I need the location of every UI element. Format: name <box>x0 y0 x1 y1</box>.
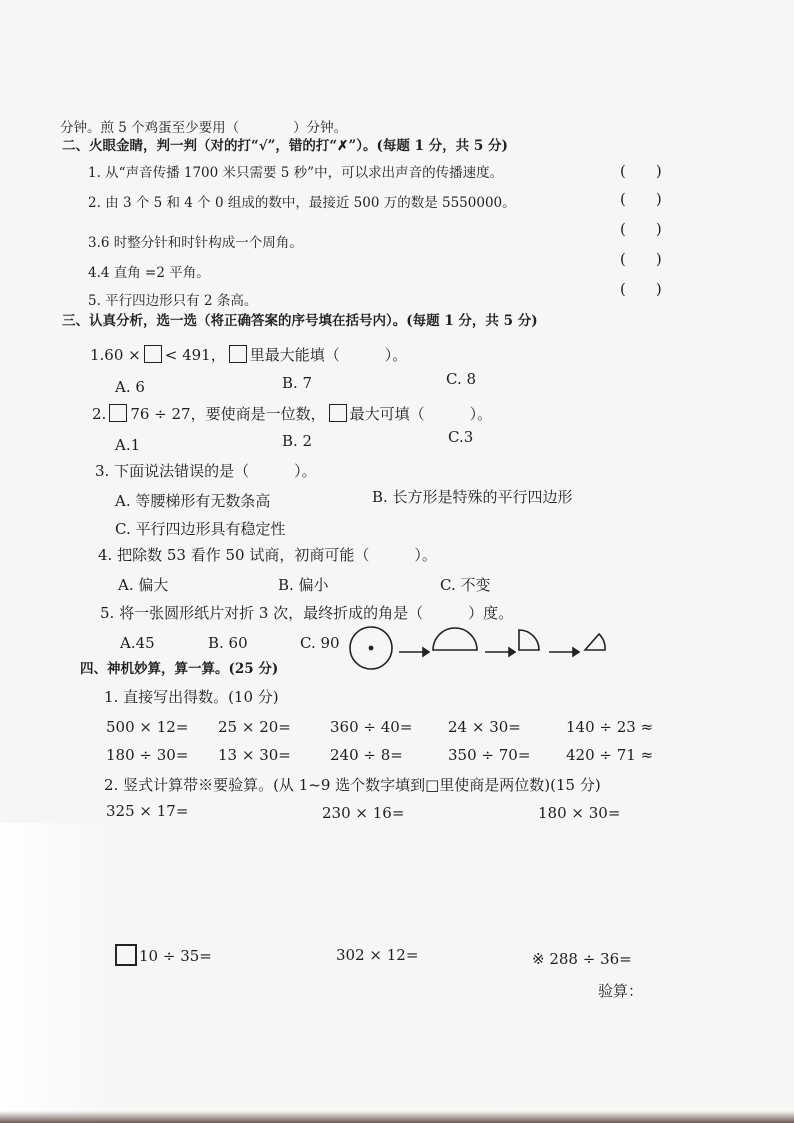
vertical-calc-4 <box>115 944 212 966</box>
paper-folding-diagram <box>345 622 615 674</box>
quarter-circle-fold-icon <box>519 630 539 650</box>
q3-option-b: B. 长方形是特殊的平行四边形 <box>372 488 573 506</box>
q2-prefix: 2. <box>92 405 107 423</box>
q3-option-c: C. 平行四边形具有稳定性 <box>115 520 286 538</box>
q1-mid: < 491， <box>164 346 226 364</box>
arrow-head-icon <box>573 648 579 656</box>
q3-option-a: A. 等腰梯形有无数条高 <box>115 492 271 510</box>
calc-1-4: 24 × 30= <box>448 718 521 736</box>
q5-option-c: C. 90 <box>300 634 340 652</box>
q1-suffix: 里最大能填（ ）。 <box>249 346 408 364</box>
q4-option-b: B. 偏小 <box>278 576 329 594</box>
eighth-circle-fold-icon <box>585 634 605 650</box>
q5-option-b: B. 60 <box>208 634 248 652</box>
answer-paren-5[interactable]: ( ) <box>620 280 662 298</box>
vertical-calc-1: 325 × 17= <box>106 802 189 820</box>
judge-item-5: 5. 平行四边形只有 2 条高。 <box>88 293 258 309</box>
vertical-calc-4-text: 10 ÷ 35= <box>139 947 212 965</box>
vertical-calc-5: 302 × 12= <box>336 946 419 964</box>
blank-box[interactable] <box>144 345 162 363</box>
calc-2-1: 180 ÷ 30= <box>106 746 189 764</box>
calc-1-2: 25 × 20= <box>218 718 291 736</box>
blank-box[interactable] <box>229 345 247 363</box>
judge-item-3: 3.6 时整分针和时针构成一个周角。 <box>88 235 303 251</box>
section4-title: 四、神机妙算，算一算。(25 分) <box>80 661 279 677</box>
choice-q4: 4. 把除数 53 看作 50 试商，初商可能（ ）。 <box>98 546 437 564</box>
answer-paren-1[interactable]: ( ) <box>620 162 662 180</box>
check-label: 验算： <box>598 982 644 1000</box>
answer-paren-2[interactable]: ( ) <box>620 190 662 208</box>
calc-2-4: 350 ÷ 70= <box>448 746 531 764</box>
arrow-head-icon <box>509 648 515 656</box>
vertical-calc-2: 230 × 16= <box>322 804 405 822</box>
q1-option-c: C. 8 <box>446 370 477 388</box>
answer-paren-4[interactable]: ( ) <box>620 250 662 268</box>
q2-option-a: A.1 <box>115 436 141 454</box>
choice-q3: 3. 下面说法错误的是（ ）。 <box>95 462 317 480</box>
q1-option-b: B. 7 <box>282 374 313 392</box>
judge-item-2: 2. 由 3 个 5 和 4 个 0 组成的数中，最接近 500 万的数是 5550000。 <box>88 195 516 211</box>
top-line: 分钟。煎 5 个鸡蛋至少要用（ ）分钟。 <box>60 120 348 136</box>
part1-title: 1. 直接写出得数。(10 分) <box>104 688 279 706</box>
choice-q2 <box>92 404 492 423</box>
faded-corner <box>0 823 120 1123</box>
calc-2-2: 13 × 30= <box>218 746 291 764</box>
blank-box[interactable] <box>329 404 347 422</box>
q5-option-a: A.45 <box>120 634 155 652</box>
calc-2-3: 240 ÷ 8= <box>330 746 403 764</box>
choice-q5: 5. 将一张圆形纸片对折 3 次，最终折成的角是（ ）度。 <box>100 604 514 622</box>
section2-title: 二、火眼金睛，判一判（对的打“√”，错的打“✗”）。(每题 1 分，共 5 分) <box>62 138 508 154</box>
judge-item-1: 1. 从“声音传播 1700 米只需要 5 秒”中，可以求出声音的传播速度。 <box>88 165 504 181</box>
blank-box[interactable] <box>109 404 127 422</box>
choice-q1 <box>90 345 407 364</box>
answer-paren-3[interactable]: ( ) <box>620 220 662 238</box>
q2-mid: 76 ÷ 27，要使商是一位数， <box>130 405 326 423</box>
page-bottom-edge <box>0 1111 794 1123</box>
q2-option-c: C.3 <box>448 428 474 446</box>
q2-suffix: 最大可填（ ）。 <box>349 405 493 423</box>
section3-title: 三、认真分析，选一选（将正确答案的序号填在括号内）。(每题 1 分，共 5 分) <box>62 313 538 329</box>
calc-2-5: 420 ÷ 71 ≈ <box>566 746 654 764</box>
q1-option-a: A. 6 <box>115 378 145 396</box>
vertical-calc-6: ※ 288 ÷ 36= <box>532 950 632 968</box>
q4-option-a: A. 偏大 <box>118 576 169 594</box>
semicircle-fold-icon <box>433 628 477 650</box>
calc-1-5: 140 ÷ 23 ≈ <box>566 718 654 736</box>
q2-option-b: B. 2 <box>282 432 313 450</box>
q1-prefix: 1.60 × <box>90 346 141 364</box>
arrow-head-icon <box>423 648 429 656</box>
calc-1-1: 500 × 12= <box>106 718 189 736</box>
calc-1-3: 360 ÷ 40= <box>330 718 413 736</box>
vertical-calc-3: 180 × 30= <box>538 804 621 822</box>
q4-option-c: C. 不变 <box>440 576 491 594</box>
judge-item-4: 4.4 直角 =2 平角。 <box>88 265 210 281</box>
circle-center-dot <box>369 646 372 649</box>
part2-title: 2. 竖式计算带※要验算。(从 1~9 选个数字填到□里使商是两位数)(15 分) <box>104 776 601 794</box>
